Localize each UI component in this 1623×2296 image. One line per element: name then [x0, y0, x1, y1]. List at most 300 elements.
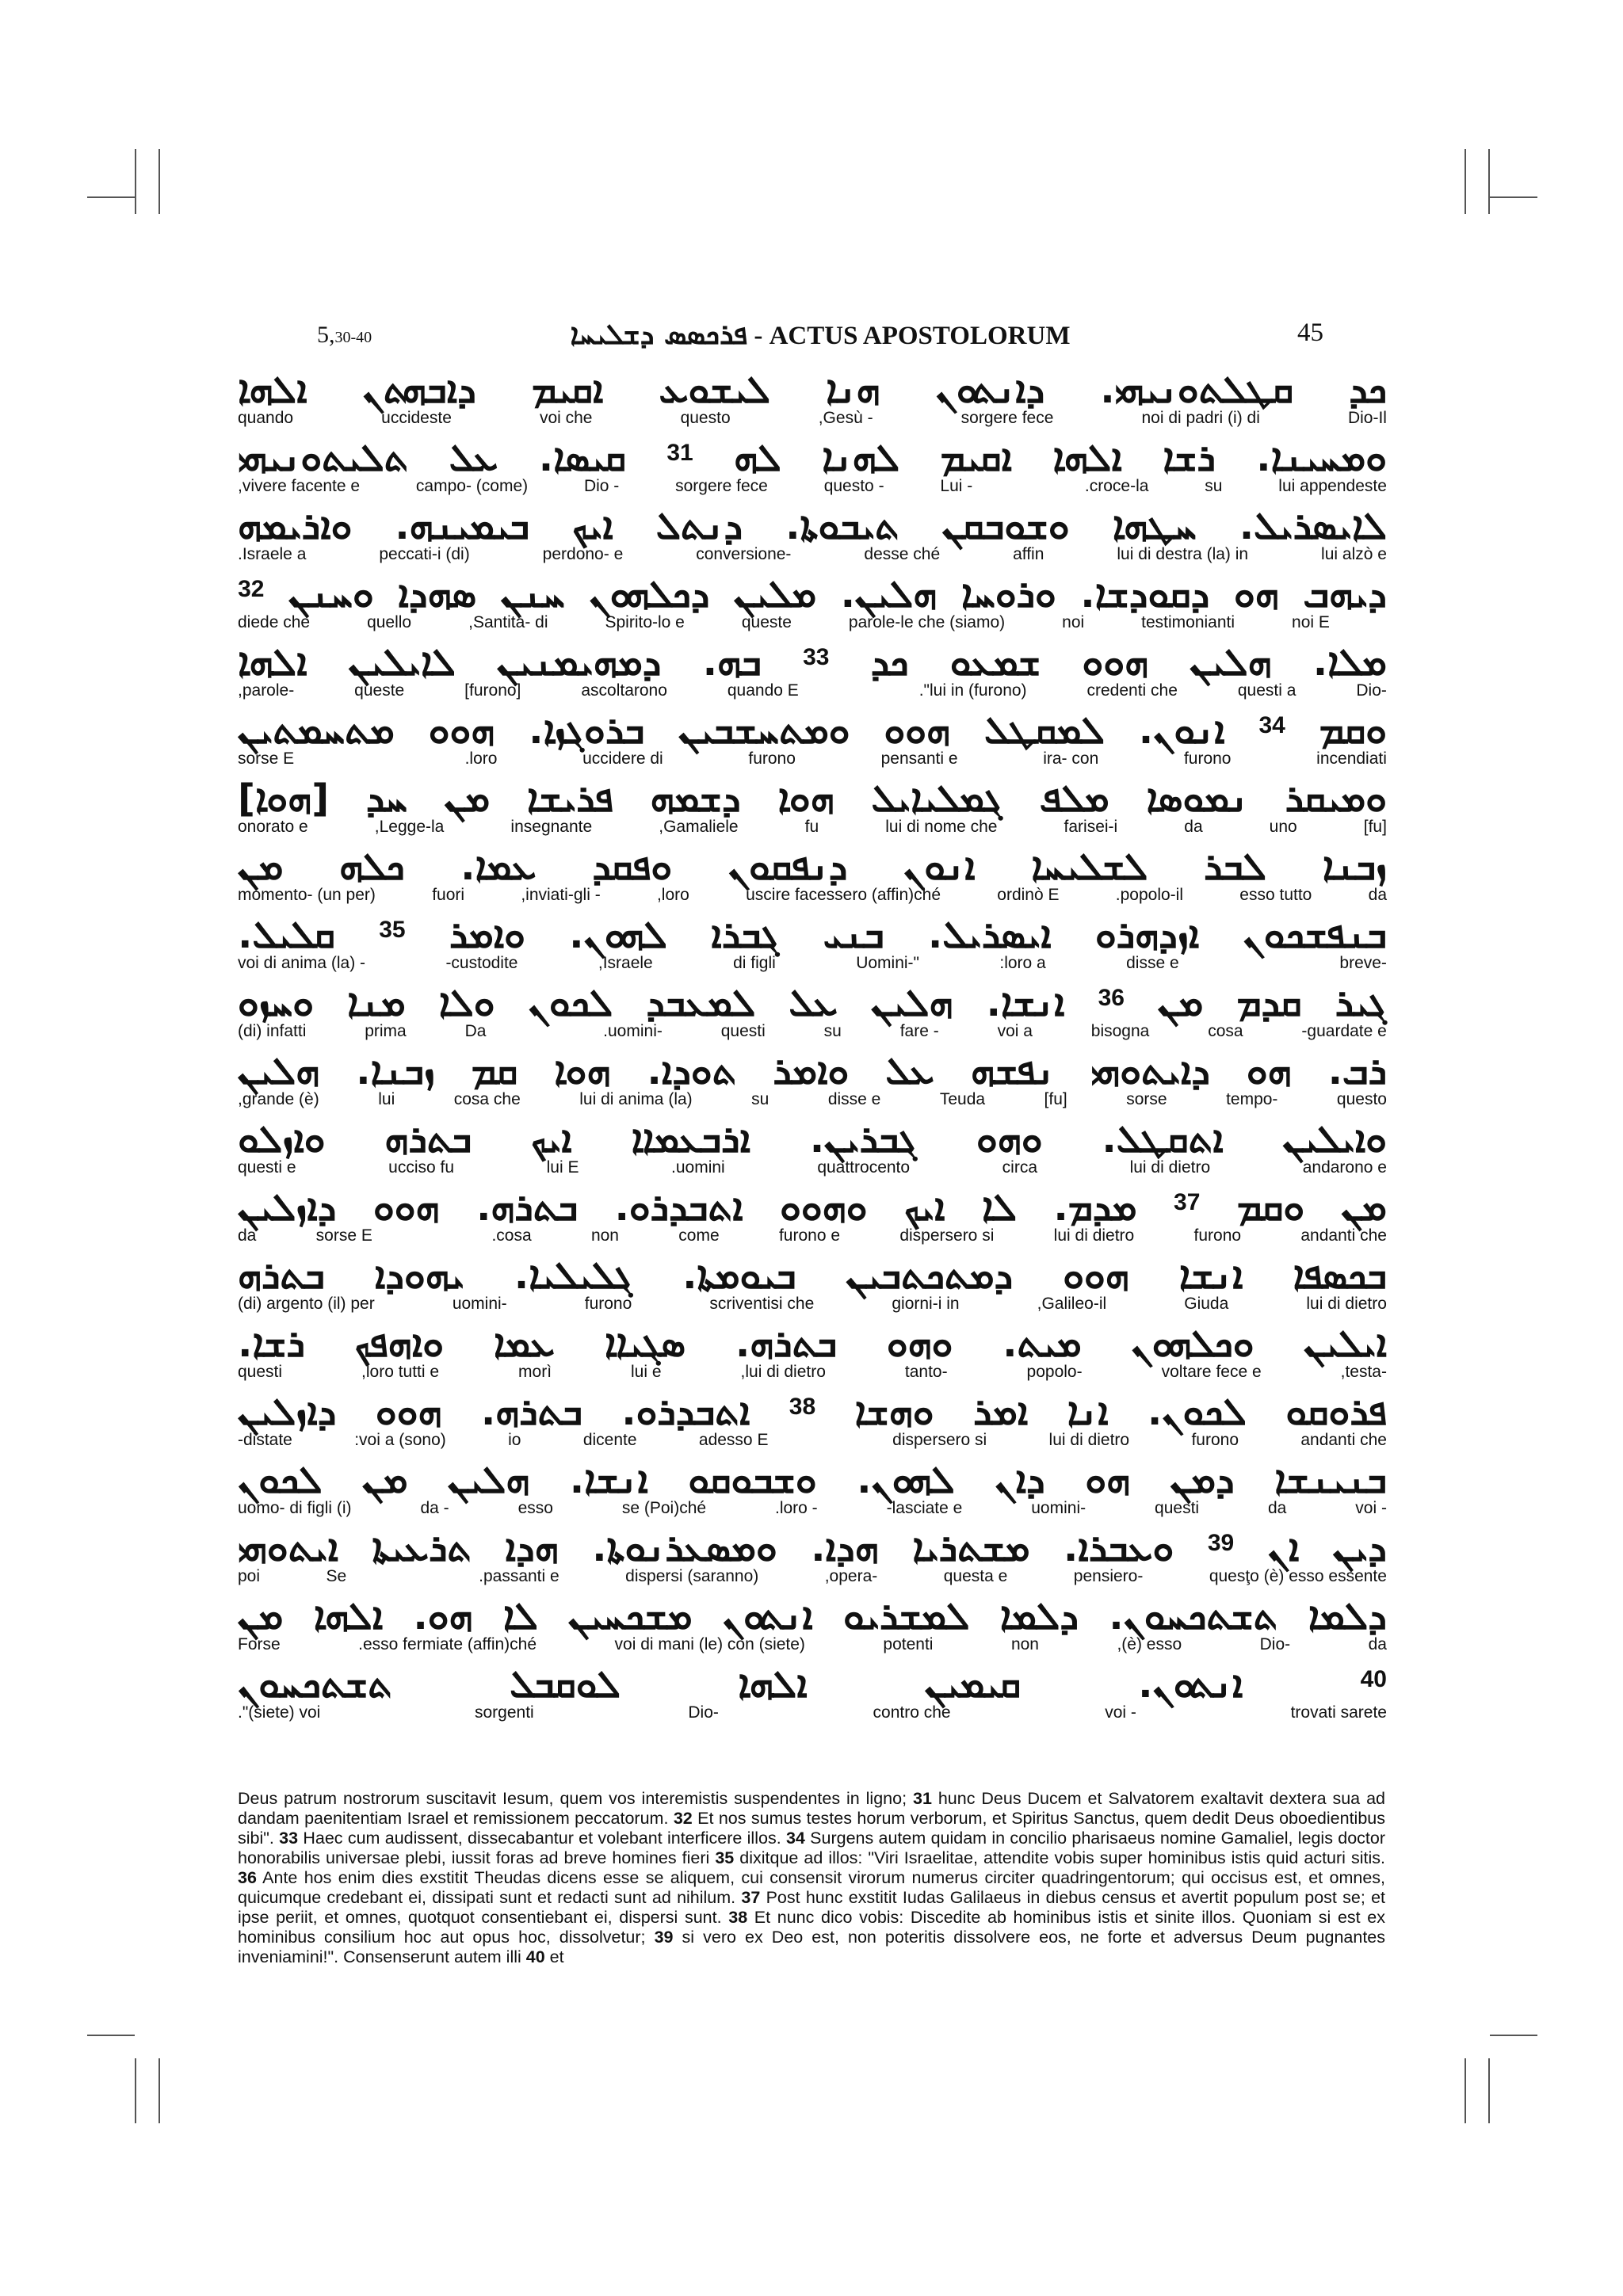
italian-gloss: da	[238, 1226, 257, 1245]
syriac-line	[238, 1656, 1387, 1707]
italian-gloss: questi	[720, 1022, 766, 1040]
italian-gloss: [furono]	[464, 681, 521, 700]
italian-gloss: andarono e	[1302, 1158, 1387, 1177]
syriac-word: ܬܝܒܘܬܐ.	[785, 504, 899, 548]
italian-gloss: conversione-	[696, 545, 792, 563]
italian-gloss: ,(è) esso	[1117, 1635, 1182, 1653]
syriac-word: ܘܡܬܚܫܒܝܢ	[678, 708, 850, 753]
italian-gloss: da	[1184, 818, 1203, 836]
syriac-word: ܬܫܬܟܚܘܢ.	[1109, 1594, 1278, 1638]
syriac-word: ܡܠܐ.	[1312, 640, 1387, 685]
syriac-word: ܗܕܐ.	[811, 1526, 879, 1570]
gloss-line	[238, 749, 1387, 769]
italian-gloss: ,Gamaliele	[659, 818, 739, 836]
italian-gloss: ,loro tutti e	[361, 1363, 440, 1381]
syriac-word: ܓܒܪܝܢ.	[809, 1117, 918, 1161]
syriac-line	[238, 1383, 1387, 1434]
italian-gloss: quattrocento	[817, 1158, 911, 1177]
italian-gloss: ,testa-	[1340, 1363, 1387, 1381]
italian-gloss: .uomini	[671, 1158, 725, 1177]
syriac-word: ܕܐܢܬܘܢ	[935, 368, 1045, 412]
italian-gloss: ,parole-	[238, 681, 295, 700]
italian-gloss: potenti	[883, 1635, 934, 1653]
gloss-line	[238, 886, 1387, 905]
italian-gloss: onorato e	[238, 818, 308, 836]
italian-gloss: disse e	[1126, 954, 1179, 972]
italian-gloss: [fu]	[1363, 818, 1387, 836]
italian-gloss: questi a	[1237, 681, 1296, 700]
italian-gloss: trovati sarete	[1290, 1703, 1387, 1722]
verse-number: 40	[525, 1947, 545, 1966]
italian-gloss: testimonianti	[1141, 613, 1235, 631]
italian-gloss: fu	[804, 818, 819, 836]
syriac-word: ܙܒܢܐ	[1322, 845, 1387, 889]
italian-gloss: :loro a	[999, 954, 1046, 972]
syriac-word: ܐܙܕܗܪܘ	[1095, 913, 1200, 957]
syriac-word: ܙܒܢܐ.	[356, 1049, 435, 1093]
gloss-line	[238, 1022, 1387, 1041]
syriac-word: ܓܝܪ	[1335, 981, 1387, 1025]
syriac-word: ܐܢܘܢ	[903, 845, 976, 889]
syriac-word: ܕܐܙܠܝܢ	[238, 1185, 337, 1230]
italian-gloss: voi che	[539, 409, 593, 427]
italian-gloss: lui di destra (la) in	[1117, 545, 1249, 563]
syriac-word: ܩܝܡܝܢ	[924, 1662, 1022, 1707]
italian-gloss: esso	[517, 1499, 553, 1517]
italian-gloss: tempo-	[1226, 1090, 1278, 1108]
italian-gloss: Da	[464, 1022, 487, 1040]
interlinear-line	[238, 634, 1387, 702]
syriac-word: ܚܢܢ	[500, 572, 565, 616]
syriac-line	[238, 634, 1387, 685]
syriac-word: ܘܐܪܝܡܗ	[238, 504, 353, 548]
syriac-word: ܡܢ	[444, 776, 491, 821]
syriac-word: ܐܩܝܡ	[531, 368, 604, 412]
syriac-word: ܡܠܦ	[1039, 776, 1109, 821]
syriac-line	[238, 361, 1387, 412]
syriac-word: ܐܝܟ	[531, 1117, 572, 1161]
syriac-word: ܠܐ	[502, 1594, 538, 1638]
verse-number: 39	[1207, 1530, 1235, 1556]
italian-gloss: disse e	[827, 1090, 881, 1108]
italian-gloss: dicente	[582, 1431, 637, 1449]
italian-gloss: ascoltarono	[581, 681, 667, 700]
italian-gloss: esso tutto	[1239, 886, 1312, 904]
syriac-word: ܦܪܘܩܘ	[1285, 1390, 1387, 1434]
crop-mark	[158, 149, 160, 214]
syriac-word: ܗܠܝܢ	[448, 1458, 530, 1502]
chapter-reference: 5,30-40	[317, 322, 372, 348]
verse-number: 38	[789, 1394, 816, 1420]
syriac-word: ܟܕ	[870, 640, 909, 685]
syriac-word: ܫܡܥܘ	[949, 640, 1041, 685]
syriac-word: ܩܡ	[471, 1049, 518, 1093]
syriac-word: ܡܢ	[238, 1594, 284, 1638]
italian-gloss: uomo- di figli (i)	[238, 1499, 352, 1517]
italian-gloss: contro che	[873, 1703, 951, 1722]
italian-gloss: lui E	[546, 1158, 579, 1177]
syriac-word: ܕܢܬܠ	[655, 504, 743, 548]
italian-gloss: come	[678, 1226, 720, 1245]
syriac-word: ܗܘ	[1233, 572, 1279, 616]
syriac-word: ܘܗܘ	[976, 1117, 1043, 1161]
syriac-word: ܪܫܐ.	[238, 1322, 305, 1366]
syriac-word: ܩܕܡ	[1236, 981, 1302, 1025]
page-header	[317, 315, 1323, 355]
interlinear-text	[238, 361, 1387, 1724]
italian-gloss: ,opera-	[824, 1567, 878, 1585]
italian-gloss: questo	[1336, 1090, 1387, 1108]
syriac-word: ܕܟܠܗܘܢ	[589, 572, 710, 616]
italian-gloss: dispersero si	[899, 1226, 995, 1245]
italian-gloss: lui di dietro	[1053, 1226, 1135, 1245]
syriac-word: ܕܐܝܬܘܗܝ	[1090, 1049, 1210, 1093]
syriac-word: ܕܫܡܗ	[650, 776, 741, 821]
italian-gloss: -guardate e	[1301, 1022, 1387, 1040]
italian-gloss: Giuda	[1184, 1295, 1229, 1313]
italian-gloss: peccati-i (di)	[379, 545, 470, 563]
syriac-word: ܠܘܩܒܠ	[510, 1662, 621, 1707]
italian-gloss: sorgere fece	[960, 409, 1054, 427]
italian-gloss: bisogna	[1090, 1022, 1150, 1040]
verse-number: 33	[279, 1829, 299, 1848]
syriac-word: ܗܘܘ	[428, 708, 495, 753]
syriac-word: ܒܬܪܗ.	[735, 1322, 838, 1366]
italian-gloss: non	[1010, 1635, 1039, 1653]
syriac-word: ܒܬܪܗ	[238, 1253, 325, 1298]
italian-gloss: tanto-	[904, 1363, 948, 1381]
italian-gloss: ,Legge-la	[374, 818, 445, 836]
syriac-line	[238, 1111, 1387, 1161]
syriac-line	[238, 498, 1387, 548]
italian-gloss: ,lui di dietro	[740, 1363, 826, 1381]
italian-gloss: lui e	[631, 1363, 662, 1381]
syriac-word: ܘܡܚܝܢܐ.	[1256, 436, 1387, 480]
italian-gloss: questi	[238, 1363, 283, 1381]
syriac-word: ܐܠܗܐ	[1052, 436, 1122, 480]
syriac-word: ܩܠܝܠ.	[238, 913, 335, 957]
italian-gloss: questo -	[823, 477, 884, 495]
syriac-line	[238, 974, 1387, 1025]
interlinear-line	[238, 974, 1387, 1043]
syriac-word: ܪܒ.	[1327, 1049, 1387, 1093]
italian-gloss: Forse	[238, 1635, 281, 1653]
italian-gloss: lui di nome che	[885, 818, 998, 836]
italian-gloss: ,grande (è)	[238, 1090, 319, 1108]
italian-gloss: :voi a (sono)	[354, 1431, 446, 1449]
gloss-line	[238, 409, 1387, 428]
italian-gloss: Teuda	[939, 1090, 986, 1108]
syriac-word: ܐܢܫܐ.	[986, 981, 1065, 1025]
syriac-word: ܐܢܫܐ.	[569, 1458, 648, 1502]
italian-gloss: ira- con	[1043, 749, 1099, 768]
italian-gloss: furono	[748, 749, 796, 768]
interlinear-line	[238, 1043, 1387, 1111]
italian-gloss: noi	[1062, 613, 1085, 631]
syriac-word: ܡܢ	[1341, 1185, 1387, 1230]
gloss-line	[238, 1158, 1387, 1177]
syriac-word: ܐܠܗܐ	[238, 640, 307, 685]
syriac-word: ܩܛܠܬܘܢܝܗܝ.	[1100, 368, 1294, 412]
syriac-word: ܘܥܒܪܐ.	[1064, 1526, 1174, 1570]
crop-mark	[1490, 2035, 1537, 2036]
verse-number: 36	[238, 1868, 257, 1887]
syriac-word: ܗܘܐ	[777, 776, 834, 821]
italian-gloss: ,inviati-gli -	[521, 886, 601, 904]
italian-gloss: uccidere di	[582, 749, 663, 768]
interlinear-line	[238, 770, 1387, 838]
syriac-word: ܠܒܪ	[1204, 845, 1267, 889]
verse-number: 32	[673, 1809, 693, 1828]
italian-gloss: voi a	[997, 1022, 1033, 1040]
italian-gloss: furono	[1183, 749, 1232, 768]
verse-number: 31	[912, 1789, 932, 1808]
syriac-word: ܗܘܘ	[884, 708, 951, 753]
italian-gloss: Dio -	[583, 477, 620, 495]
syriac-word: ܠܐܝܣܪܝܠ.	[1239, 504, 1387, 548]
syriac-word: ܘܐܙܠܘ	[238, 1117, 326, 1161]
syriac-word: ܗܘܘ	[1063, 1253, 1129, 1298]
syriac-word: ܝܗܘܕܐ	[374, 1253, 464, 1298]
syriac-word: ܩܝܣܐ.	[538, 436, 626, 480]
syriac-word: ܠܝܫܘܥ	[659, 368, 770, 412]
syriac-word: ܐܠܗܐ	[313, 1594, 384, 1638]
italian-gloss: ,vivere facente e	[238, 477, 361, 495]
italian-gloss: questi e	[238, 1158, 296, 1177]
italian-gloss: [fu]	[1044, 1090, 1067, 1108]
syriac-word: ܡܕܡ.	[1053, 1185, 1137, 1230]
italian-gloss: sorse E	[315, 1226, 372, 1245]
italian-gloss: ."lui in (furono)	[918, 681, 1027, 700]
italian-gloss: su	[751, 1090, 769, 1108]
italian-gloss: quesţo (è) esso essente	[1209, 1567, 1387, 1585]
italian-gloss: fuori	[432, 886, 465, 904]
italian-gloss: pensiero-	[1073, 1567, 1144, 1585]
italian-gloss: parole-le che (siamo)	[848, 613, 1006, 631]
syriac-word: ܕܠܡܐ	[1308, 1594, 1387, 1638]
syriac-word: ܓܠܝܠܝܐ.	[514, 1253, 633, 1298]
italian-gloss: da	[1368, 1635, 1387, 1653]
gloss-line	[238, 1226, 1387, 1245]
interlinear-line	[238, 838, 1387, 906]
interlinear-line	[238, 1247, 1387, 1315]
italian-gloss: -lasciate e	[886, 1499, 963, 1517]
italian-gloss: furono	[1193, 1226, 1242, 1245]
italian-gloss: Dio-Il	[1347, 409, 1387, 427]
syriac-line	[238, 1043, 1387, 1093]
syriac-word: ܐܢܬܘܢ	[722, 1594, 813, 1638]
verse-number: 38	[728, 1908, 748, 1927]
italian-gloss: questa e	[943, 1567, 1008, 1585]
italian-gloss: breve-	[1339, 954, 1387, 972]
italian-gloss: queste	[354, 681, 405, 700]
syriac-word: ܘܚܢܢ	[288, 572, 374, 616]
gloss-line	[238, 1295, 1387, 1314]
italian-gloss: lui appendeste	[1278, 477, 1387, 495]
syriac-word: ܘܩܡ	[1236, 1185, 1305, 1230]
syriac-word: ܘܠܐ	[438, 981, 495, 1025]
italian-gloss: su	[1205, 477, 1223, 495]
syriac-word: ܗܠܝܢ	[871, 981, 953, 1025]
gloss-line	[238, 1703, 1387, 1722]
crop-mark	[1490, 196, 1537, 198]
italian-gloss: uno	[1269, 818, 1297, 836]
italian-gloss: Se	[326, 1567, 347, 1585]
syriac-word: ܘܫܒܘܩܘ	[688, 1458, 817, 1502]
syriac-word: ܠܐ	[982, 1185, 1017, 1230]
syriac-word: ܐܪܒܥܡܐܐ	[631, 1117, 750, 1161]
italian-gloss: queste	[741, 613, 792, 631]
italian-gloss: questo	[680, 409, 731, 427]
syriac-word: ܗܠܝܢ	[238, 1049, 320, 1093]
italian-gloss: campo- (come)	[415, 477, 529, 495]
syriac-word: ܬܠܝܬܘܢܝܗܝ	[238, 436, 409, 480]
syriac-word: ܐܝܟ	[572, 504, 613, 548]
italian-gloss: noi E	[1292, 613, 1330, 631]
italian-gloss: voi di mani (le) con (siete)	[614, 1635, 805, 1653]
italian-gloss: non	[590, 1226, 619, 1245]
syriac-word: ܠܟܘܢ.	[1148, 1390, 1247, 1434]
book-title-syriac: ܦܪܟܣܣ ܕܫܠܝܚܐ	[570, 318, 748, 351]
italian-gloss: noi di padri (i) di	[1141, 409, 1260, 427]
italian-gloss: cosa	[1208, 1022, 1243, 1040]
italian-gloss: dispersero si	[892, 1431, 987, 1449]
italian-gloss: Lui -	[940, 477, 973, 495]
crop-mark	[1465, 149, 1466, 214]
italian-gloss: Dio-	[1259, 1635, 1291, 1653]
gloss-line	[238, 1567, 1387, 1586]
syriac-word: ܕܐܒܗܬܢ	[362, 368, 476, 412]
syriac-word: ܠܡܫܪܝܘ	[843, 1594, 970, 1638]
syriac-word: ܐܬܩܛܠ.	[1102, 1117, 1224, 1161]
syriac-line	[238, 1179, 1387, 1230]
italian-gloss: popolo-	[1026, 1363, 1083, 1381]
syriac-word: ܠܡܥܒܕ	[646, 981, 756, 1025]
italian-gloss: furono e	[778, 1226, 841, 1245]
syriac-word: ܡܠܝܢ	[734, 572, 817, 616]
verse-number: 31	[666, 440, 693, 466]
italian-gloss: ,Santità- di	[468, 613, 548, 631]
italian-gloss: .loro	[464, 749, 498, 768]
interlinear-line	[238, 361, 1387, 429]
italian-gloss: incendiati	[1316, 749, 1387, 768]
syriac-word: ܠܫܠܝܚܐ	[1031, 845, 1148, 889]
syriac-word: ܐܝܟ	[903, 1185, 945, 1230]
italian-gloss: lui di dietro	[1129, 1158, 1211, 1177]
syriac-word: ܘܐܗܦܟ	[354, 1322, 444, 1366]
interlinear-line	[238, 566, 1387, 634]
crop-mark	[135, 2058, 136, 2123]
syriac-word: ܥܡܐ.	[460, 845, 537, 889]
syriac-word: ܒܝܘܡܬܐ.	[682, 1253, 796, 1298]
italian-gloss: morì	[518, 1363, 552, 1381]
crop-mark	[87, 2035, 135, 2036]
italian-gloss: uscire facessero (affin)ché	[746, 886, 941, 904]
interlinear-line	[238, 1588, 1387, 1656]
syriac-word: ܐܝܣܪܝܠ.	[927, 913, 1052, 957]
syriac-word: ܡܫܟܚܝܢ	[568, 1594, 693, 1638]
syriac-word: ܘܗܫܐ	[854, 1390, 934, 1434]
interlinear-line	[238, 906, 1387, 974]
syriac-word: ܪܫܐ	[1163, 436, 1216, 480]
italian-gloss: Spirito-lo e	[605, 613, 685, 631]
italian-gloss: .uomini-	[603, 1022, 663, 1040]
verse-number: 32	[238, 576, 265, 602]
syriac-word: ܥܡܐ	[493, 1322, 556, 1366]
syriac-word: ܐܝܠܝܢ	[1304, 1322, 1387, 1366]
syriac-word: ܐܢܘܢ.	[1138, 708, 1225, 753]
syriac-word: ܡܫܬܪܝܐ	[912, 1526, 1030, 1570]
latin-translation: Deus patrum nostrorum suscitavit Iesum, quem vos interemistis suspendentes in ligno; 31 hunc Deus Ducem et Salvatorem exaltavit dextera sua ad dandam paenitentiam Israel et remissionem peccatorum. 32 Et nos sumus testes horum verborum, et Spiritus Sanctus, quem dedit Deus oboedientibus sibi". 33 Haec cum audissent, dissecabantur et volebant interficere illos. 34 Surgens autem quidam in concilio pharisaeus nomine Gamaliel, legis doctor honorabilis universae plebi, iussit foras ad breve homines fieri 35 dixitque ad illos: "Viri Israelitae, attendite vobis super hominibus istis quid acturi sitis. 36 Ante hos enim dies exstitit Theudas dicens esse se aliquem, cui consensit virorum numerus circiter quadringentorum; qui occisus est, et omnes, quicumque credebant ei, dissipati sunt et redacti sunt ad nihilum. 37 Post hunc exstitit Iudas Galilaeus in diebus census et avertit populum post se; et ipse periit, et omnes, quotquot consentiebant ei, dispersi sunt. 38 Et nunc dico vobis: Discedite ab hominibus istis et sinite illos. Quoniam si est ex hominibus consilium hoc aut opus hoc, dissolvetur; 39 si vero ex Deo est, non poteritis dissolvere eos, ne forte et adversus Deum pugnantes inveniamini!". Consenserunt autem illi 40 et	[238, 1789, 1386, 1966]
syriac-word: ܘܚܙܘ	[238, 981, 315, 1025]
syriac-word: ܠܗ	[734, 436, 781, 480]
syriac-word: ܣܓܝܐܐ	[604, 1322, 686, 1366]
syriac-word: ܗܠܝܢ	[1190, 640, 1272, 685]
italian-gloss: furono	[584, 1295, 632, 1313]
italian-gloss: lui di anima (la)	[579, 1090, 693, 1108]
italian-gloss: perdono- e	[542, 545, 624, 563]
interlinear-line	[238, 1383, 1387, 1451]
verse-number: 39	[654, 1928, 674, 1947]
interlinear-line	[238, 1179, 1387, 1247]
crop-mark	[135, 149, 136, 214]
gloss-line	[238, 954, 1387, 973]
syriac-word: ܒܬܪܗ	[384, 1117, 472, 1161]
syriac-word: ܗܘܘ	[375, 1390, 442, 1434]
syriac-word: ܕܝܗܒ	[1303, 572, 1387, 616]
gloss-line	[238, 477, 1387, 496]
syriac-word: ܒܬܪܗ.	[476, 1185, 579, 1230]
italian-gloss: ."(siete) voi	[238, 1703, 321, 1722]
syriac-word: ܚܛܗܐ	[1112, 504, 1197, 548]
syriac-word: ܠܗܢܐ	[822, 436, 900, 480]
syriac-word: ܒܗ.	[702, 640, 762, 685]
italian-gloss: ,Galileo-il	[1037, 1295, 1107, 1313]
syriac-word: ܬܪܥܝܬܐ	[372, 1526, 472, 1570]
crop-mark	[87, 196, 135, 198]
italian-gloss: desse ché	[864, 545, 941, 563]
syriac-line	[238, 566, 1387, 616]
syriac-word: ܘܗܘ	[886, 1322, 953, 1366]
syriac-word: ܕܩܘܕܫܐ.	[1080, 572, 1210, 616]
syriac-word: ܐܬܒܕܪܘ.	[621, 1390, 750, 1434]
italian-gloss: lui di dietro	[1048, 1431, 1130, 1449]
italian-gloss: lui di dietro	[1306, 1295, 1387, 1313]
syriac-word: ܕܡܗܝܡܢܝܢ	[497, 640, 662, 685]
crop-mark	[1488, 2058, 1490, 2123]
syriac-line	[238, 1315, 1387, 1366]
italian-gloss: di figli	[733, 954, 776, 972]
syriac-word: ܘܩܡ	[1319, 708, 1387, 753]
syriac-line	[238, 429, 1387, 480]
interlinear-line	[238, 1451, 1387, 1520]
syriac-word: ܕܡܬܟܬܒܝܢ	[846, 1253, 1014, 1298]
italian-gloss: cosa che	[453, 1090, 521, 1108]
syriac-word: ܗܢܐ	[826, 368, 880, 412]
syriac-word: ܗܘܐ	[554, 1049, 611, 1093]
italian-gloss: uomini-	[1031, 1499, 1086, 1517]
italian-gloss: .popolo-il	[1115, 886, 1184, 904]
syriac-word: ܦܪܝܫܐ	[526, 776, 613, 821]
syriac-line	[238, 838, 1387, 889]
italian-gloss: giorni-i in	[892, 1295, 960, 1313]
verse-number: 35	[715, 1848, 735, 1867]
syriac-word: ܡܢܐ	[347, 981, 406, 1025]
syriac-word: ܐܠܗܐ	[738, 1662, 808, 1707]
italian-gloss: sorgere fece	[675, 477, 768, 495]
syriac-word: ܡܬܚܡܬܝܢ	[238, 708, 395, 753]
interlinear-line	[238, 1656, 1387, 1724]
